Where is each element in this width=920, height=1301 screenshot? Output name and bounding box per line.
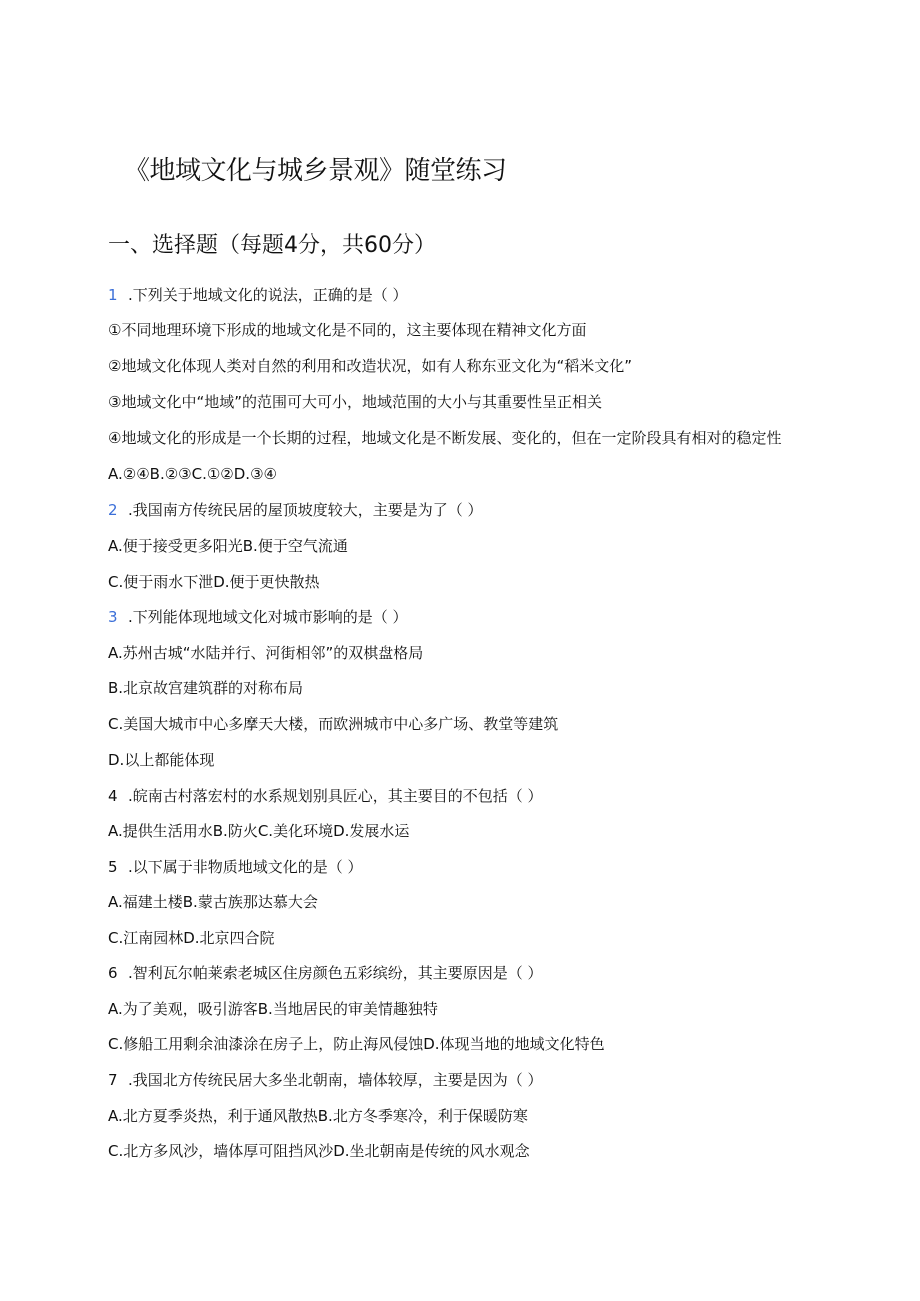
- question-line: [108, 892, 318, 912]
- line-text: ①不同地理环境下形成的地域文化是不同的，这主要体现在精神文化方面: [108, 321, 587, 339]
- question-stem: [108, 285, 408, 305]
- question-number: 2: [108, 501, 118, 519]
- line-text: ③地域文化中“地域”的范围可大可小，地域范围的大小与其重要性呈正相关: [108, 393, 602, 411]
- question-line: [108, 714, 558, 734]
- question-line: [108, 999, 438, 1019]
- question-number: 5: [108, 858, 118, 876]
- line-text: C.修船工用剩余油漆涂在房子上，防止海风侵蚀D.体现当地的地域文化特色: [108, 1035, 605, 1053]
- line-text: D.以上都能体现: [108, 751, 215, 769]
- line-text: .下列能体现地域文化对城市影响的是（ ）: [128, 608, 408, 626]
- question-line: [108, 572, 320, 592]
- question-number: 4: [108, 787, 118, 805]
- line-text: A.②④B.②③C.①②D.③④: [108, 465, 277, 483]
- question-number: 3: [108, 608, 118, 626]
- question-stem: [108, 786, 543, 806]
- line-text: A.北方夏季炎热，利于通风散热B.北方冬季寒冷，利于保暖防寒: [108, 1107, 528, 1125]
- line-text: A.提供生活用水B.防火C.美化环境D.发展水运: [108, 822, 410, 840]
- line-text: A.福建土楼B.蒙古族那达慕大会: [108, 893, 318, 911]
- question-line: [108, 464, 277, 484]
- question-number: 7: [108, 1071, 118, 1089]
- line-text: A.便于接受更多阳光B.便于空气流通: [108, 537, 348, 555]
- line-text: .我国北方传统民居大多坐北朝南，墙体较厚，主要是因为（ ）: [128, 1071, 543, 1089]
- question-line: [108, 320, 586, 340]
- line-text: A.为了美观，吸引游客B.当地居民的审美情趣独特: [108, 1000, 438, 1018]
- line-text: C.江南园林D.北京四合院: [108, 929, 275, 947]
- line-text: B.北京故宫建筑群的对称布局: [108, 679, 304, 697]
- section-heading: 一、选择题（每题4分，共60分）: [108, 233, 436, 258]
- question-line: [108, 928, 275, 948]
- line-text: ②地域文化体现人类对自然的利用和改造状况，如有人称东亚文化为“稻米文化”: [108, 357, 632, 375]
- line-text: .下列关于地域文化的说法，正确的是（ ）: [128, 286, 408, 304]
- question-stem: [108, 963, 543, 983]
- line-text: .以下属于非物质地域文化的是（ ）: [128, 858, 363, 876]
- question-stem: [108, 500, 483, 520]
- question-stem: [108, 857, 363, 877]
- question-line: [108, 1141, 530, 1161]
- line-text: C.美国大城市中心多摩天大楼，而欧洲城市中心多广场、教堂等建筑: [108, 715, 559, 733]
- line-text: .我国南方传统民居的屋顶坡度较大，主要是为了（ ）: [128, 501, 483, 519]
- question-number: 1: [108, 286, 118, 304]
- question-line: [108, 356, 632, 376]
- question-number: 6: [108, 964, 118, 982]
- question-line: [108, 821, 409, 841]
- line-text: .皖南古村落宏村的水系规划别具匠心，其主要目的不包括（ ）: [128, 787, 543, 805]
- question-stem: [108, 1070, 543, 1090]
- question-stem: [108, 607, 408, 627]
- question-line: [108, 678, 303, 698]
- question-line: [108, 643, 423, 663]
- question-line: [108, 392, 602, 412]
- question-line: [108, 1034, 605, 1054]
- line-text: C.北方多风沙，墙体厚可阻挡风沙D.坐北朝南是传统的风水观念: [108, 1142, 530, 1160]
- question-line: [108, 1106, 528, 1126]
- question-line: [108, 750, 214, 770]
- line-text: A.苏州古城“水陆并行、河街相邻”的双棋盘格局: [108, 644, 424, 662]
- question-line: [108, 428, 781, 448]
- line-text: C.便于雨水下泄D.便于更快散热: [108, 573, 320, 591]
- line-text: ④地域文化的形成是一个长期的过程，地域文化是不断发展、变化的，但在一定阶段具有相对的稳定性: [108, 429, 782, 447]
- document-title: 《地域文化与城乡景观》随堂练习: [124, 156, 507, 186]
- question-line: [108, 536, 348, 556]
- line-text: .智利瓦尔帕莱索老城区住房颜色五彩缤纷，其主要原因是（ ）: [128, 964, 543, 982]
